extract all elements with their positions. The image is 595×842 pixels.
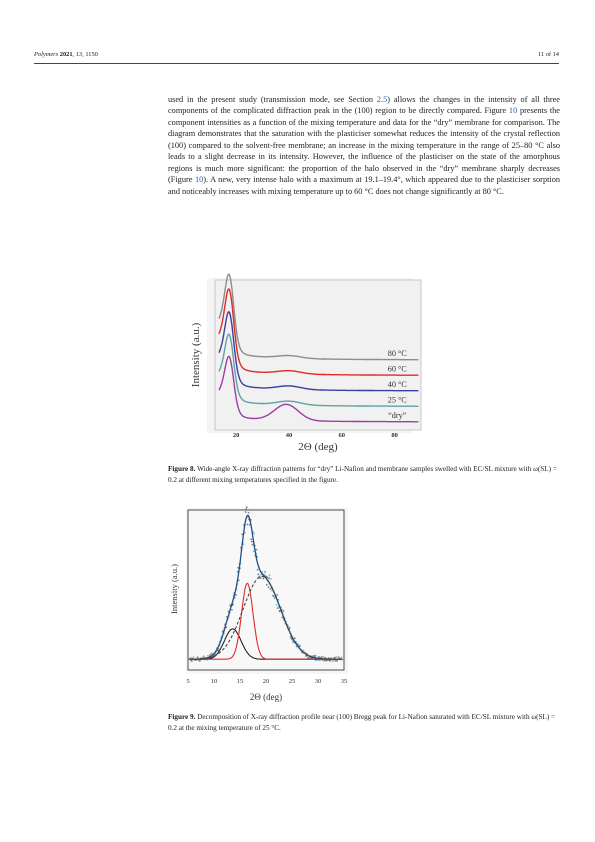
data-point (245, 511, 247, 513)
data-point (190, 657, 192, 659)
page-number: 11 of 14 (537, 51, 559, 58)
x-tick-label-2: 15 (236, 678, 244, 685)
figure-9-caption (168, 712, 560, 733)
x-axis-label: 2Θ (deg) (249, 692, 283, 702)
paragraph-text: ) allows the changes in the intensity of all three components of the complicated diffraction peak in the (100) region to be directly compared. Figure (168, 95, 560, 116)
series-label-4: “dry” (388, 411, 407, 420)
figure-9-label: Figure 9. (168, 713, 196, 721)
series-label-1: 60 °C (387, 364, 407, 374)
paragraph-text: ). A new, very intense halo with a maximum at 19.1–19.4°, which appeared due to the plasticiser sorption and noticeably increases with mixing temperature up to 60 °C does not change significantly at 80 °C. (168, 175, 560, 196)
data-point (207, 655, 209, 657)
figure-9-chart (168, 504, 362, 706)
data-point (260, 578, 262, 580)
data-point (321, 656, 323, 658)
data-point (268, 577, 270, 579)
data-point (336, 660, 338, 662)
figure-9 (168, 504, 362, 706)
data-point (329, 660, 331, 662)
paragraph-text: presents the component intensities as a function of the mixing temperature and data for the “dry” membrane for comparison. The diagram demonstrates that the saturation with the plasticiser somewhat reduces the intensity of the crystal reflection (100) compared to the solvent-free membrane; an increase in the mixing temperature in the range of 25–80 °C also leads to a slight decrease in its intensity. However, the influence of the plasticiser on the state of the amorphous regions is much more significant: the proportion of the halo observed in the “dry” membrane sharply decreases (Figure (168, 106, 560, 185)
data-point (262, 578, 264, 580)
data-point (276, 604, 278, 606)
paragraph-text: used in the present study (transmission mode, see Section (168, 95, 377, 104)
x-tick-label-3: 20 (262, 678, 270, 685)
journal-year: 2021 (59, 51, 73, 58)
data-point (264, 571, 266, 573)
figure-reference-link[interactable]: 10 (508, 106, 518, 116)
data-point (303, 649, 305, 651)
data-point (246, 524, 248, 526)
data-point (252, 544, 254, 546)
data-point (231, 609, 233, 611)
page-header (34, 51, 559, 63)
data-point (268, 586, 270, 588)
data-point (256, 549, 258, 551)
data-point (332, 660, 334, 662)
data-point (270, 578, 272, 580)
header-divider (34, 63, 559, 64)
body-paragraph (168, 94, 560, 197)
data-point (315, 655, 317, 657)
data-point (266, 584, 268, 586)
data-point (245, 508, 247, 510)
journal-citation: Polymers 2021, 13, 1150 (34, 51, 98, 58)
figure-8 (187, 270, 549, 458)
article-number: 1150 (85, 51, 98, 58)
journal-name: Polymers (34, 51, 59, 58)
series-label-3: 25 °C (387, 395, 407, 405)
data-point (283, 610, 285, 612)
x-axis-label: 2Θ (deg) (298, 441, 338, 453)
data-point (267, 576, 269, 578)
journal-volume: 13 (75, 51, 83, 58)
data-point (250, 538, 252, 540)
data-point (276, 594, 278, 596)
section-reference-link[interactable]: 2.5 (376, 95, 388, 104)
data-point (199, 660, 201, 662)
series-label-0: 80 °C (387, 349, 407, 358)
y-axis-label: Intensity (a.u.) (190, 322, 202, 388)
x-tick-label-4: 25 (288, 678, 296, 685)
data-point (299, 645, 301, 647)
y-axis-label: Intensity (a.u.) (169, 564, 179, 614)
data-point (257, 569, 259, 571)
data-point (253, 550, 255, 552)
data-point (248, 512, 250, 514)
data-point (253, 533, 255, 535)
x-tick-label-0: 5 (186, 678, 190, 685)
x-tick-label-6: 35 (340, 678, 348, 685)
x-tick-label-0: 20 (232, 432, 240, 439)
x-tick-label-1: 10 (210, 678, 218, 685)
figure-8-chart (187, 270, 549, 458)
figure-8-label: Figure 8. (168, 465, 196, 473)
data-point (294, 637, 296, 639)
data-point (323, 656, 325, 658)
data-point (341, 657, 343, 659)
data-point (209, 654, 211, 656)
figure-reference-link[interactable]: 10 (194, 175, 204, 185)
data-point (251, 541, 253, 543)
series-label-2: 40 °C (387, 380, 407, 389)
data-point (246, 506, 248, 508)
figure-8-caption-text: Wide-angle X-ray diffraction patterns for “dry” Li-Nafion and membrane samples swelled with EC/SL mixture with ω(SL) = 0.2 at different mixing temperatures specified in the figure. (168, 465, 557, 484)
data-point (193, 656, 195, 658)
figure-8-caption (168, 464, 560, 485)
x-tick-label-3: 80 (391, 432, 398, 439)
data-point (191, 660, 193, 662)
data-point (257, 573, 259, 575)
figure-9-caption-text: Decomposition of X-ray diffraction profile near (100) Bregg peak for Li-Nafion saturated with EC/SL mixture with ω(SL) = 0.2 at the mixing temperature of 25 °C. (168, 713, 556, 732)
data-point (269, 574, 271, 576)
data-point (211, 653, 213, 655)
data-point (289, 627, 291, 629)
x-tick-label-1: 40 (285, 432, 293, 439)
x-tick-label-5: 30 (314, 678, 322, 685)
data-point (335, 656, 337, 658)
x-tick-label-2: 60 (338, 432, 346, 439)
data-point (197, 656, 199, 658)
